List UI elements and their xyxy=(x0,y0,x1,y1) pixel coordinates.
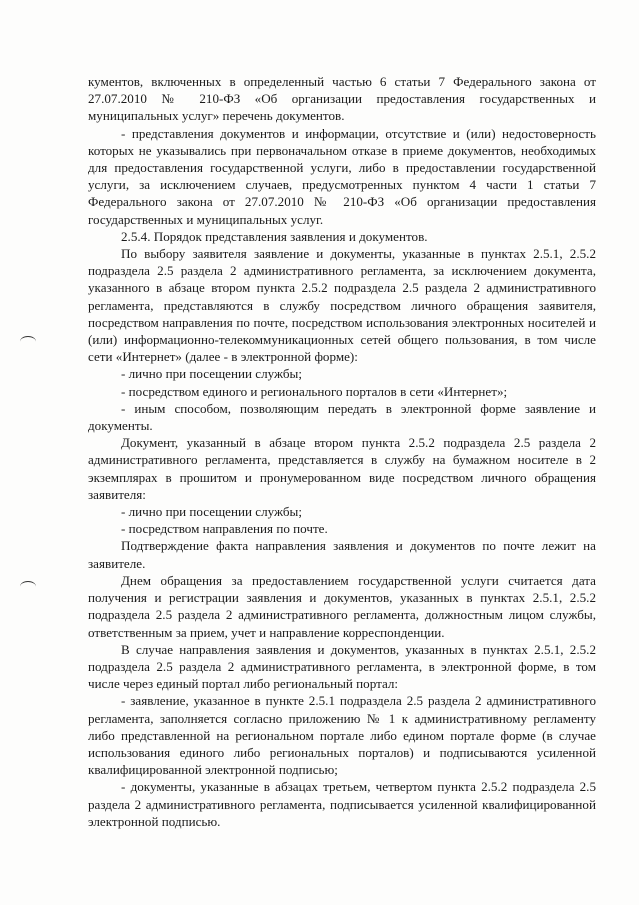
section-heading-2-5-4: 2.5.4. Порядок представления заявления и документов. xyxy=(121,228,428,244)
list-item-other-method: - иным способом, позволяющим передать в электронной форме заявление и документы. xyxy=(88,400,596,434)
punch-hole-mark-upper xyxy=(20,336,36,347)
list-item-application-signature: - заявление, указанное в пункте 2.5.1 подраздела 2.5 раздела 2 административного регламента, заполняется согласно приложению № 1 к административному регламенту либо представленной на региональном портале либо едином портале форме (в случае использования единого либо региональных порталов) и подписываются усиленной квалифицированной электронной подписью; xyxy=(88,693,596,778)
list-item-portals: - посредством единого и регионального порталов в сети «Интернет»; xyxy=(121,383,508,399)
paragraph-continuation: кументов, включенных в определенный частью 6 статьи 7 Федерального закона от 27.07.2010 № 210-ФЗ «Об организации предоставления государственных и муниципальных услуг» перечень документов. xyxy=(88,74,596,124)
list-item-in-person: - лично при посещении службы; xyxy=(121,366,302,382)
document-body xyxy=(88,73,596,830)
paragraph-submission-methods: По выбору заявителя заявление и документы, указанные в пунктах 2.5.1, 2.5.2 подраздела 2.5 раздела 2 административного регламента, за исключением документа, указанного в абзаце втором пункта 2.5.2 подраздела 2.5 раздела 2 административного регламента, представляются в службу посредством личного обращения заявителя, посредством направления по почте, посредством использования электронных носителей и (или) информационно-телекоммуникационных сетей общего пользования, в том числе сети «Интернет» (далее - в электронной форме): xyxy=(88,246,596,365)
list-item-documents-info: - представления документов и информации, отсутствие и (или) недостоверность которых не указывались при первоначальном отказе в приеме документов, необходимых для предоставления государственной услуги, либо в предоставлении государственной услуги, за исключением случаев, предусмотренных пунктом 4 части 1 статьи 7 Федерального закона от 27.07.2010 № 210-ФЗ «Об организации предоставления государственных и муниципальных услуг. xyxy=(88,125,596,227)
paragraph-mail-confirmation: Подтверждение факта направления заявления и документов по почте лежит на заявителе. xyxy=(88,538,596,571)
list-item-by-mail: - посредством направления по почте. xyxy=(121,521,328,537)
punch-hole-mark-lower xyxy=(20,581,36,592)
paragraph-application-date: Днем обращения за предоставлением государственной услуги считается дата получения и регистрации заявления и документов, указанных в пунктах 2.5.1, 2.5.2 подраздела 2.5 раздела 2 административного регламента, должностным лицом службы, ответственным за прием, учет и направление корреспонденции. xyxy=(88,572,596,640)
list-item-in-person-2: - лично при посещении службы; xyxy=(121,504,302,520)
paragraph-paper-document: Документ, указанный в абзаце втором пункта 2.5.2 подраздела 2.5 раздела 2 административного регламента, представляется в службу на бумажном носителе в 2 экземплярах в прошитом и пронумерованном виде посредством личного обращения заявителя: xyxy=(88,435,596,502)
paragraph-electronic-form: В случае направления заявления и документов, указанных в пунктах 2.5.1, 2.5.2 подраздела 2.5 раздела 2 административного регламента, в электронной форме, в том числе через единый портал либо региональный портал: xyxy=(88,641,596,692)
list-item-documents-signature: - документы, указанные в абзацах третьем, четвертом пункта 2.5.2 подраздела 2.5 раздела 2 административного регламента, подписывается усиленной квалифицированной электронной подписью. xyxy=(88,779,596,829)
